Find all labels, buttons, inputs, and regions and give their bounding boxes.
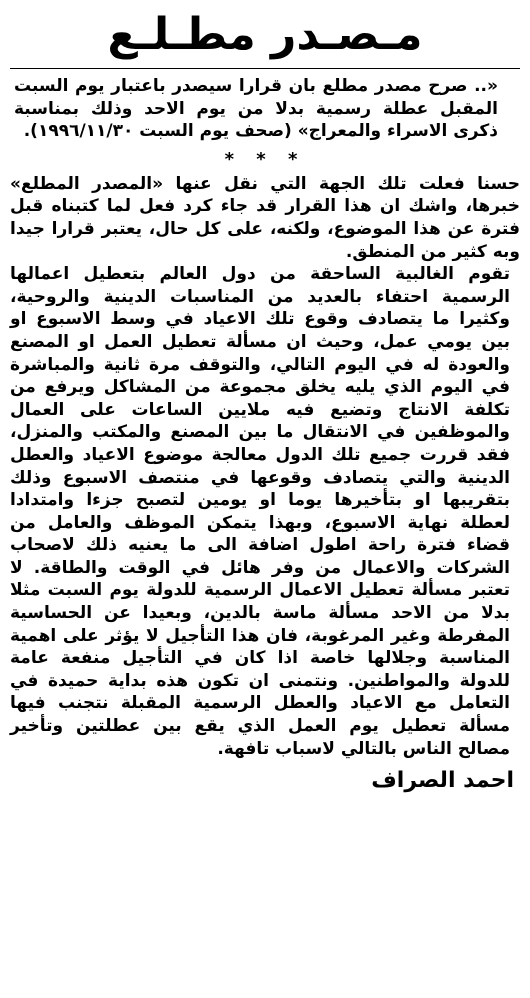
section-separator: * * *	[224, 148, 306, 170]
article-paragraph-2: تقوم الغالبية الساحقة من دول العالم بتعطيل اعمالها الرسمية احتفاء بالعديد من المناسبات الدينية والروحية، وكثيرا ما يتصادف وقوع تلك الاعياد في وسط الاسبوع او بين يومي عمل، وحيث ان مسألة تعطيل العمل او المصنع والعودة له في اليوم التالي، والتوقف مرة ثانية والمباشرة في اليوم الذي يليه يخلق مجموعة من المشاكل ويرفع من تكلفة الانتاج وتضيع فيه ملايين الساعات على العمال والموظفين في الانتقال ما بين المصنع والمكتب والمنزل، فقد قررت جميع تلك الدول معالجة موضوع الاعياد والعطل الدينية والتي يتصادف وقوعها في منتصف الاسبوع وذلك بتقريبها او بتأخيرها يوما او يومين لتصبح جزءا وامتدادا لعطلة نهاية الاسبوع، وبهذا يتمكن الموظف والعامل من قضاء فترة راحة اطول اضافة الى ما يعنيه ذلك لاصحاب الشركات والاعمال من وفر هائل في الوقت والطاقة. لا تعتبر مسألة تعطيل الاعمال الرسمية للدولة يوم السبت مثلا بدلا من الاحد مسألة ماسة بالدين، وبعيدا عن الحساسية المفرطة وغير المرغوبة، فان هذا التأجيل لا يؤثر على اهمية المناسبة وجلالها خاصة اذا كان في التأجيل منفعة عامة للدولة والمواطنين. ونتمنى ان تكون هذه بداية حميدة في التعامل مع الاعياد والعطل الرسمية المقبلة نتجنب فيها مسألة تعطيل يوم العمل الذي يقع بين عطلتين وتأخير مصالح الناس بالتالي لاسباب تافهة.	[10, 264, 510, 759]
quoted-news-excerpt: «.. صرح مصدر مطلع بان قرارا سيصدر باعتبار يوم السبت المقبل عطلة رسمية بدلا من يوم الاحد وذلك بمناسبة ذكرى الاسراء والمعراج» (صحف يوم السبت ١٩٩٦/١١/٣٠).	[14, 76, 498, 142]
article-paragraph-1: حسنا فعلت تلك الجهة التي نقل عنها «المصدر المطلع» خبرها، واشك ان هذا القرار قد جاء كرد فعل لما كتبناه قبل فترة عن هذا الموضوع، ولكنه، على كل حال، يعتبر قرارا جيدا وبه كثير من المنطق.	[10, 173, 520, 262]
headline-rule	[10, 68, 520, 69]
author-signature: احمد الصراف	[371, 768, 514, 794]
article-headline: مـصـدر مطـلـع	[107, 9, 423, 60]
